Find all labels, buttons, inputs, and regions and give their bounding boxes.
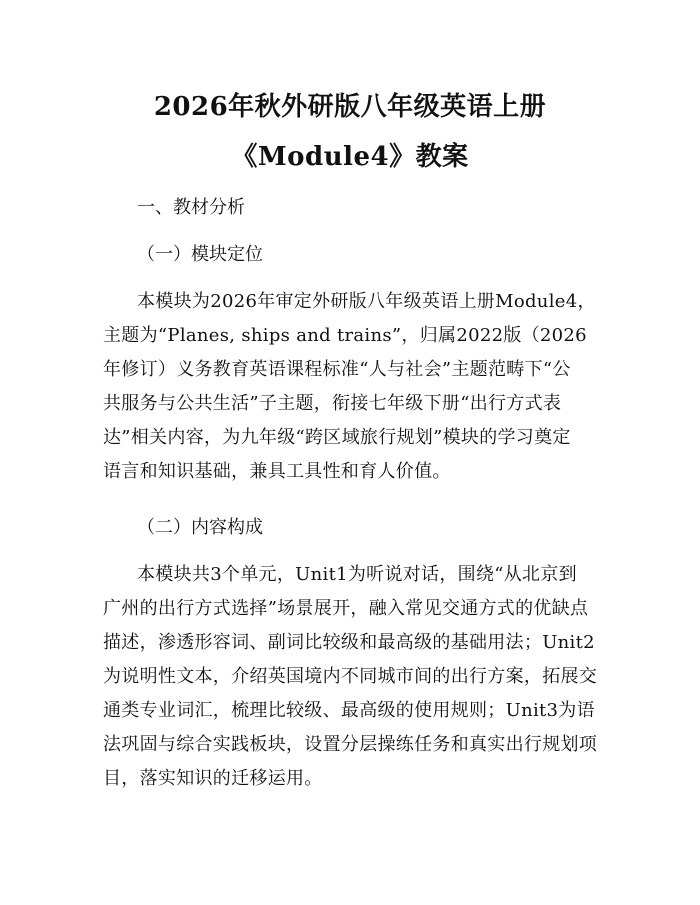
document-title-line2: 《Module4》教案: [231, 142, 469, 172]
paragraph-line: 本模块为2026年审定外研版八年级英语上册Module4，: [137, 291, 596, 312]
paragraph-line: 广州的出行方式选择”场景展开，融入常见交通方式的优缺点: [103, 598, 589, 619]
paragraph-line: 描述，渗透形容词、副词比较级和最高级的基础用法；Unit2: [103, 632, 595, 653]
paragraph-line: 法巩固与综合实践板块，设置分层操练任务和真实出行规划项: [103, 734, 598, 755]
document-title-line1: 2026年秋外研版八年级英语上册: [153, 92, 547, 122]
section-heading-textbook-analysis: 一、教材分析: [137, 197, 245, 218]
paragraph-line: 为说明性文本，介绍英国境内不同城市间的出行方案，拓展交: [103, 666, 598, 687]
paragraph-line: 主题为“Planes, ships and trains”，归属2022版（2026: [103, 325, 587, 346]
paragraph-line: 达”相关内容，为九年级“跨区域旅行规划”模块的学习奠定: [103, 427, 571, 448]
subsection-heading-module-positioning: （一）模块定位: [137, 244, 263, 265]
paragraph-line: 年修订）义务教育英语课程标准“人与社会”主题范畴下“公: [103, 359, 571, 380]
subsection-heading-content-composition: （二）内容构成: [137, 517, 263, 538]
paragraph-line: 语言和知识基础，兼具工具性和育人价值。: [103, 461, 451, 482]
paragraph-line: 目，落实知识的迁移运用。: [103, 768, 323, 789]
paragraph-line: 本模块共3个单元，Unit1为听说对话，围绕“从北京到: [137, 564, 577, 585]
paragraph-line: 共服务与公共生活”子主题，衔接七年级下册“出行方式表: [103, 393, 562, 414]
paragraph-line: 通类专业词汇，梳理比较级、最高级的使用规则；Unit3为语: [103, 700, 595, 721]
